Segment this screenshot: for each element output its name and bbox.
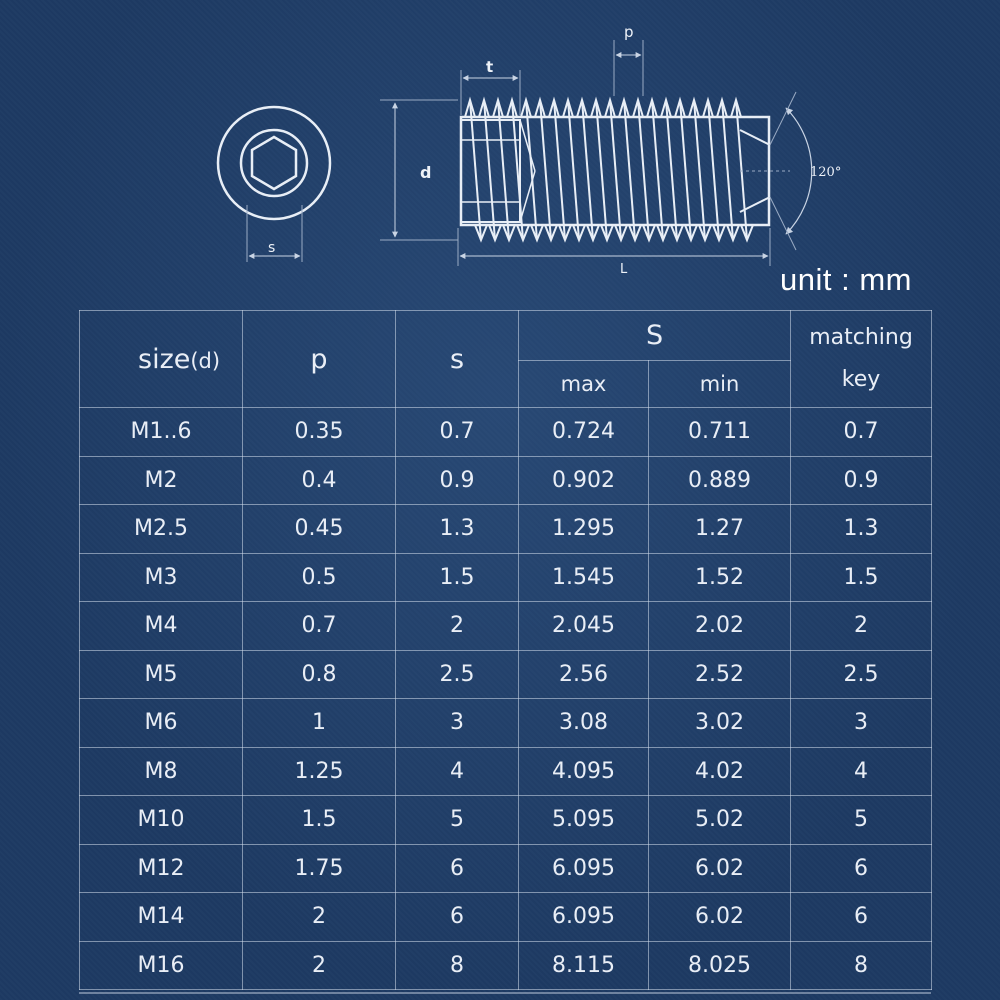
s-cell: 0.7 bbox=[396, 408, 519, 457]
spec-table bbox=[79, 310, 932, 990]
p-cell: 2 bbox=[243, 893, 396, 942]
s-max-cell: 4.095 bbox=[519, 747, 649, 796]
s-cell: 2.5 bbox=[396, 650, 519, 699]
s-cell: 5 bbox=[396, 796, 519, 845]
table-row bbox=[80, 456, 932, 505]
p-cell: 0.5 bbox=[243, 553, 396, 602]
table-row bbox=[80, 602, 932, 651]
matching-key-cell: 0.9 bbox=[791, 456, 932, 505]
s-cell: 0.9 bbox=[396, 456, 519, 505]
s-max-cell: 5.095 bbox=[519, 796, 649, 845]
table-row bbox=[80, 747, 932, 796]
size-cell: M6 bbox=[80, 699, 243, 748]
s-max-cell: 1.545 bbox=[519, 553, 649, 602]
table-row bbox=[80, 553, 932, 602]
matching-key-cell: 2.5 bbox=[791, 650, 932, 699]
table-row bbox=[80, 796, 932, 845]
p-cell: 0.45 bbox=[243, 505, 396, 554]
s-max-header: max bbox=[519, 361, 649, 408]
unit-label: unit : mm bbox=[780, 262, 912, 297]
matching-key-cell: 8 bbox=[791, 941, 932, 990]
size-cell: M14 bbox=[80, 893, 243, 942]
matching-key-cell: 5 bbox=[791, 796, 932, 845]
matching-key-cell: 6 bbox=[791, 844, 932, 893]
s-column-header: s bbox=[396, 311, 519, 408]
matching-key-header: matching key bbox=[791, 311, 932, 408]
table-row bbox=[80, 844, 932, 893]
s-min-cell: 3.02 bbox=[649, 699, 791, 748]
s-max-cell: 6.095 bbox=[519, 844, 649, 893]
p-cell: 2 bbox=[243, 941, 396, 990]
size-cell: M4 bbox=[80, 602, 243, 651]
s-cell: 4 bbox=[396, 747, 519, 796]
s-min-cell: 4.02 bbox=[649, 747, 791, 796]
p-cell: 1.5 bbox=[243, 796, 396, 845]
size-cell: M2 bbox=[80, 456, 243, 505]
table-row bbox=[80, 408, 932, 457]
end-view bbox=[218, 107, 330, 262]
p-cell: 0.35 bbox=[243, 408, 396, 457]
matching-key-cell: 1.3 bbox=[791, 505, 932, 554]
t-dimension-label: t bbox=[486, 58, 494, 76]
table-row bbox=[80, 650, 932, 699]
s-max-cell: 0.724 bbox=[519, 408, 649, 457]
s-min-cell: 1.27 bbox=[649, 505, 791, 554]
set-screw-drawing bbox=[0, 0, 1000, 300]
s-max-cell: 2.045 bbox=[519, 602, 649, 651]
matching-key-cell: 6 bbox=[791, 893, 932, 942]
size-cell: M5 bbox=[80, 650, 243, 699]
p-column-header: p bbox=[243, 311, 396, 408]
matching-key-cell: 0.7 bbox=[791, 408, 932, 457]
s-max-cell: 8.115 bbox=[519, 941, 649, 990]
s-cell: 1.5 bbox=[396, 553, 519, 602]
s-cell: 2 bbox=[396, 602, 519, 651]
p-cell: 0.8 bbox=[243, 650, 396, 699]
size-cell: M2.5 bbox=[80, 505, 243, 554]
size-cell: M16 bbox=[80, 941, 243, 990]
angle-label: 120° bbox=[810, 165, 842, 180]
size-cell: M12 bbox=[80, 844, 243, 893]
s-min-cell: 6.02 bbox=[649, 893, 791, 942]
table-row bbox=[80, 941, 932, 990]
matching-key-cell: 2 bbox=[791, 602, 932, 651]
s-max-cell: 6.095 bbox=[519, 893, 649, 942]
s-min-header: min bbox=[649, 361, 791, 408]
table-row bbox=[80, 699, 932, 748]
table-row bbox=[80, 505, 932, 554]
s-min-cell: 2.02 bbox=[649, 602, 791, 651]
p-cell: 1.75 bbox=[243, 844, 396, 893]
s-min-cell: 0.711 bbox=[649, 408, 791, 457]
s-max-cell: 2.56 bbox=[519, 650, 649, 699]
s-cell: 6 bbox=[396, 893, 519, 942]
p-cell: 1 bbox=[243, 699, 396, 748]
s-min-cell: 2.52 bbox=[649, 650, 791, 699]
size-cell: M1..6 bbox=[80, 408, 243, 457]
p-cell: 1.25 bbox=[243, 747, 396, 796]
s-cell: 3 bbox=[396, 699, 519, 748]
s-cell: 8 bbox=[396, 941, 519, 990]
s-group-header: S bbox=[519, 311, 791, 361]
s-max-cell: 0.902 bbox=[519, 456, 649, 505]
s-max-cell: 1.295 bbox=[519, 505, 649, 554]
s-cell: 1.3 bbox=[396, 505, 519, 554]
s-min-cell: 1.52 bbox=[649, 553, 791, 602]
size-cell: M8 bbox=[80, 747, 243, 796]
matching-key-cell: 4 bbox=[791, 747, 932, 796]
s-min-cell: 6.02 bbox=[649, 844, 791, 893]
size-column-header: size(d) bbox=[80, 311, 243, 408]
table-bottom-line bbox=[79, 992, 931, 994]
l-dimension-label: L bbox=[620, 262, 628, 277]
s-min-cell: 5.02 bbox=[649, 796, 791, 845]
s-dimension-label: s bbox=[268, 240, 276, 256]
s-cell: 6 bbox=[396, 844, 519, 893]
s-min-cell: 0.889 bbox=[649, 456, 791, 505]
p-cell: 0.4 bbox=[243, 456, 396, 505]
side-view bbox=[380, 40, 812, 266]
p-cell: 0.7 bbox=[243, 602, 396, 651]
matching-key-cell: 1.5 bbox=[791, 553, 932, 602]
table-row bbox=[80, 893, 932, 942]
p-dimension-label: p bbox=[624, 23, 634, 41]
s-min-cell: 8.025 bbox=[649, 941, 791, 990]
size-cell: M3 bbox=[80, 553, 243, 602]
matching-key-cell: 3 bbox=[791, 699, 932, 748]
d-dimension-label: d bbox=[420, 163, 432, 182]
size-cell: M10 bbox=[80, 796, 243, 845]
s-max-cell: 3.08 bbox=[519, 699, 649, 748]
